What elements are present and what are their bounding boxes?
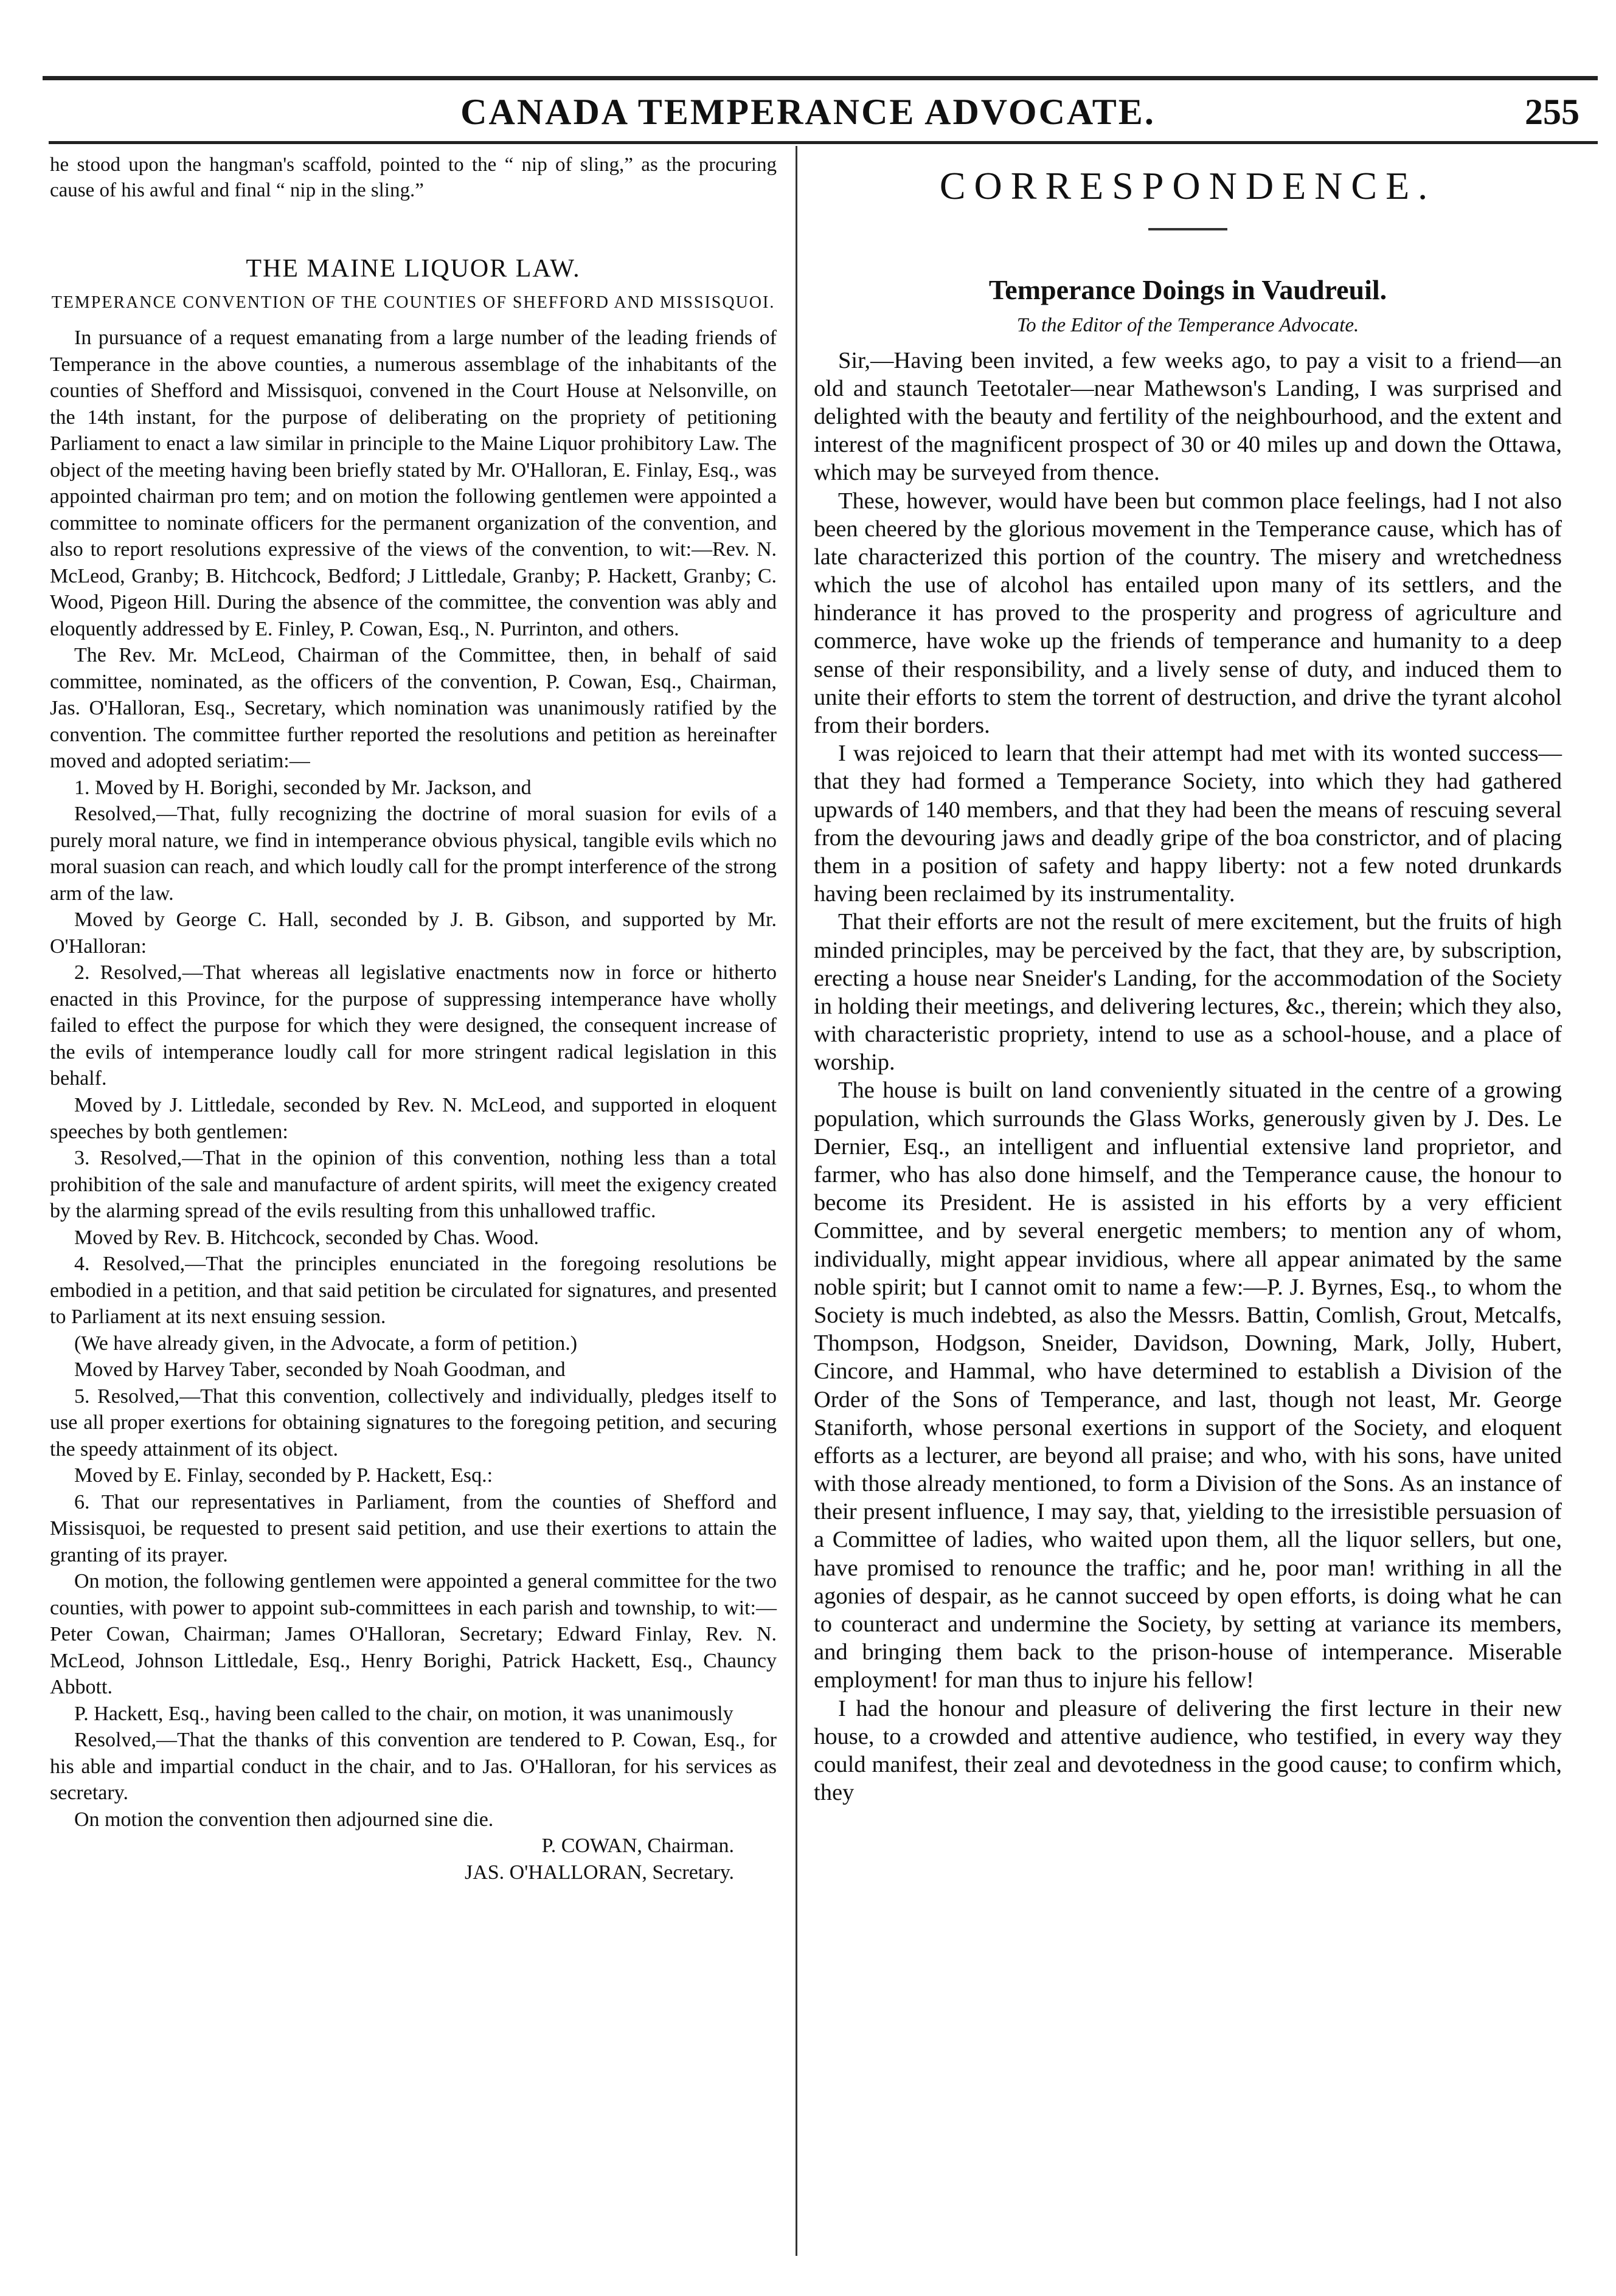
resolution: 4. Resolved,—That the principles enunciated in the foregoing resolutions be embodied in a petition, and that said petition be circulated for signatures, and presented to Parliament at its next ensuing session. [50, 1253, 777, 1329]
signatures [50, 1833, 777, 1886]
motion-line: Moved by George C. Hall, seconded by J. B. Gibson, and supported by Mr. O'Halloran: [50, 908, 777, 958]
motion-line: 1. Moved by H. Borighi, seconded by Mr. Jackson, and [74, 776, 532, 799]
running-title: CANADA TEMPERANCE ADVOCATE. [460, 92, 1156, 132]
top-rule [43, 76, 1598, 80]
signature-chairman: P. COWAN, Chairman. [541, 1834, 734, 1858]
paragraph: In pursuance of a request emanating from a large number of the leading friends of Temperance in the above counties, a numerous assemblage of the inhabitants of the counties of Shefford and Missisquoi, convened in the Court House at Nelsonville, on the 14th instant, for the purpose of deliberating on the propriety of petitioning Parliament to enact a law similar in principle to the Maine Liquor prohibitory Law. The object of the meeting having been briefly stated by Mr. O'Halloran, E. Finlay, Esq., was appointed chairman pro tem; and on motion the following gentlemen were appointed a committee to nominate officers for the permanent organization of the convention, and also to report resolutions expressive of the views of the convention, to wit:—Rev. N. McLeod, Granby; B. Hitchcock, Bedford; J Littledale, Granby; P. Hackett, Granby; C. Wood, Pigeon Hill. During the absence of the committee, the convention was ably and eloquently addressed by E. Finley, P. Cowan, Esq., N. Purrinton, and others. [50, 327, 777, 640]
paragraph: I had the honour and pleasure of delivering the first lecture in their new house, to a crowded and attentive audience, who testified, in every way they could manifest, their zeal and devotedness in the good cause; to confirm which, they [814, 1695, 1562, 1806]
motion-line: Moved by E. Finlay, seconded by P. Hackett, Esq.: [74, 1464, 493, 1487]
left-column [50, 152, 777, 1886]
resolution: 5. Resolved,—That this convention, collectively and individually, pledges itself to use all proper exertions for obtaining signatures to the foregoing petition, and securing the speedy attainment of its object. [50, 1385, 777, 1461]
header-rule [49, 141, 1598, 144]
signature-secretary: JAS. O'HALLORAN, Secretary. [464, 1861, 734, 1884]
continued-paragraph: he stood upon the hangman's scaffold, pointed to the “ nip of sling,” as the procuring cause of his awful and final “ nip in the sling.” [50, 154, 777, 202]
paragraph: On motion, the following gentlemen were appointed a general committee for the two counties, with power to appoint sub-committees in each parish and township, to wit:—Peter Cowan, Chairman; James O'Halloran, Secretary; Edward Finlay, Rev. N. McLeod, Johnson Littledale, Esq., Henry Borighi, Patrick Hackett, Esq., Chauncy Abbott. [50, 1570, 777, 1699]
resolution: 3. Resolved,—That in the opinion of this convention, nothing less than a total prohibition of the sale and manufacture of ardent spirits, will meet the exigency created by the alarming spread of the evils resulting from this unhallowed traffic. [50, 1147, 777, 1223]
resolution: 2. Resolved,—That whereas all legislative enactments now in force or hitherto enacted in this Province, for the purpose of suppressing intemperance have wholly failed to effect the purpose for which they were designed, the consequent increase of the evils of intemperance loudly call for more stringent radical legislation in this behalf. [50, 961, 777, 1090]
column-divider [796, 146, 797, 2256]
right-column [814, 152, 1562, 1807]
paragraph: The Rev. Mr. McLeod, Chairman of the Committee, then, in behalf of said committee, nominated, as the officers of the convention, P. Cowan, Esq., Chairman, Jas. O'Halloran, Esq., Secretary, which nomination was unanimously ratified by the convention. The committee further reported the resolutions and petition as hereinafter moved and adopted seriatim:— [50, 644, 777, 773]
page-number: 255 [1525, 92, 1580, 132]
letter-title: Temperance Doings in Vaudreuil. [988, 274, 1387, 305]
letter-salutation: To the Editor of the Temperance Advocate. [1016, 314, 1359, 336]
paragraph: That their efforts are not the result of mere excitement, but the fruits of high minded principles, may be perceived by the fact, that they are, by subscription, erecting a house near Sneider's Landing, for the accommodation of the Society in holding their meetings, and delivering lectures, &c., therein; which they also, with characteristic propriety, intend to use as a school-house, and a place of worship. [814, 909, 1562, 1076]
resolution: 6. That our representatives in Parliament, from the counties of Shefford and Missisquoi, be requested to present said petition, and use their exertions to attain the granting of its prayer. [50, 1490, 777, 1566]
article-title: THE MAINE LIQUOR LAW. [246, 255, 581, 283]
paragraph: On motion the convention then adjourned sine die. [74, 1808, 494, 1831]
paragraph: P. Hackett, Esq., having been called to the chair, on motion, it was unanimously [74, 1702, 733, 1725]
motion-line: Moved by J. Littledale, seconded by Rev. N. McLeod, and supported in eloquent speeches by both gentlemen: [50, 1094, 777, 1143]
section-heading: CORRESPONDENCE. [939, 164, 1437, 207]
motion-line: Moved by Rev. B. Hitchcock, seconded by Chas. Wood. [74, 1226, 539, 1249]
resolution: Resolved,—That the thanks of this convention are tendered to P. Cowan, Esq., for his able and impartial conduct in the chair, and to Jas. O'Halloran, for his services as secretary. [50, 1729, 777, 1805]
paragraph: The house is built on land conveniently situated in the centre of a growing population, which surrounds the Glass Works, generously given by J. Des. Le Dernier, Esq., an intelligent and influential extensive land proprietor, and farmer, who has also done himself, and the Temperance cause, the honour to become its President. He is assisted in his efforts by a very efficient Committee, and by several energetic members; to mention any of whom, individually, might appear invidious, where all appear animated by the same noble spirit; but I cannot omit to name a few:—P. J. Byrnes, Esq., to whom the Society is much indebted, as also the Messrs. Battin, Comlish, Grout, Metcalfs, Thompson, Hodgson, Sneider, Davidson, Downing, Mark, Jolly, Hubert, Cincore, and Hammal, who have determined to establish a Division of the Order of the Sons of Temperance, and last, though not least, Mr. George Staniforth, whose personal exertions in support of the Society, and eloquent efforts as a lecturer, are beyond all praise; and who, with his sons, have united with those already mentioned, to form a Division of the Sons. As an instance of their present influence, I may say, that, yielding to the irresistible persuasion of a Committee of ladies, who waited upon them, all the liquor sellers, but one, have promised to renounce the traffic; and he, poor man! writhing in all the agonies of despair, as he cannot succeed by open efforts, is doing what he can to counteract and undermine the Society, by setting at variance its members, and bringing them back to the prison-house of intemperance. Miserable employment! for man thus to injure his fellow! [814, 1077, 1562, 1693]
editor-note: (We have already given, in the Advocate, a form of petition.) [74, 1332, 578, 1355]
section-rule [1148, 228, 1227, 230]
paragraph: Sir,—Having been invited, a few weeks ago, to pay a visit to a friend—an old and staunch Teetotaler—near Mathewson's Landing, I was surprised and delighted with the beauty and fertility of the neighbourhood, and the extent and interest of the magnificent prospect of 30 or 40 miles up and down the Ottawa, which may be surveyed from thence. [814, 347, 1562, 486]
paragraph: These, however, would have been but common place feelings, had I not also been cheered by the glorious movement in the Temperance cause, which has of late characterized this portion of the country. The misery and wretchedness which the use of alcohol has entailed upon many of its settlers, and the hinderance it has proved to the prosperity and progress of agriculture and commerce, have woke up the friends of temperance and humanity to a deep sense of their responsibility, and a lively sense of duty, and induced them to unite their efforts to stem the torrent of destruction, and drive the tyrant alcohol from their borders. [814, 488, 1562, 739]
paragraph: I was rejoiced to learn that their attempt had met with its wonted success—that they had formed a Temperance Society, into which they had gathered upwards of 140 members, and that they had been the means of rescuing several from the devouring jaws and deadly gripe of the boa constrictor, and of placing them in a position of safety and happy liberty: not a few noted drunkards having been reclaimed by its instrumentality. [814, 741, 1562, 907]
article-subtitle: TEMPERANCE CONVENTION OF THE COUNTIES OF SHEFFORD AND MISSISQUOI. [51, 293, 775, 313]
resolution: Resolved,—That, fully recognizing the doctrine of moral suasion for evils of a purely moral nature, we find in intemperance obvious physical, tangible evils which no moral suasion can reach, and which loudly call for the prompt interference of the strong arm of the law. [50, 803, 777, 905]
motion-line: Moved by Harvey Taber, seconded by Noah Goodman, and [74, 1358, 566, 1381]
